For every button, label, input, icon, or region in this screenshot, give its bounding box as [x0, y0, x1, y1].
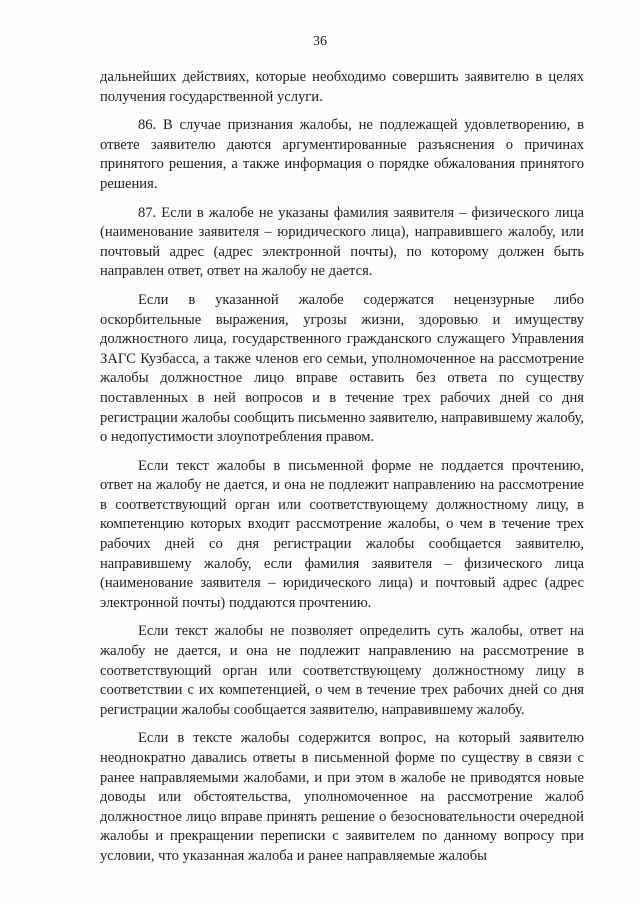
document-body: [100, 68, 584, 876]
paragraph-continuation: дальнейших действиях, которые необходимо совершить заявителю в целях получения государственной услуги.: [100, 69, 584, 105]
paragraph-unclear-essence: Если текст жалобы не позволяет определить суть жалобы, ответ на жалобу не дается, и она не подлежит направлению на рассмотрение в соответствующий орган или соответствующему должностному лицу в соответствии с их компетенцией, о чем в течение трех рабочих дней со дня регистрации жалобы сообщается заявителю, направившему жалобу.: [100, 623, 584, 718]
paragraph-87: 87. Если в жалобе не указаны фамилия заявителя – физического лица (наименование заявителя – юридического лица), направившего жалобу, или почтовый адрес (адрес электронной почты), по которому должен быть направлен ответ, ответ на жалобу не дается.: [100, 204, 584, 280]
paragraph-unreadable-text: Если текст жалобы в письменной форме не поддается прочтению, ответ на жалобу не дается, и она не подлежит направлению на рассмотрение в соответствующий орган или соответствующему должностному лицу, в компетенцию которых входит рассмотрение жалобы, о чем в течение трех рабочих дней со дня регистрации жалобы сообщается заявителю, направившему жалобу, если фамилия заявителя – физического лица (наименование заявителя – юридического лица) и почтовый адрес (адрес электронной почты) поддаются прочтению.: [100, 457, 584, 611]
paragraph-86: 86. В случае признания жалобы, не подлежащей удовлетворению, в ответе заявителю даются аргументированные разъяснения о причинах принятого решения, а также информация о порядке обжалования принятого решения.: [100, 117, 584, 192]
page-number: 36: [313, 34, 327, 49]
paragraph-obscene-content: Если в указанной жалобе содержатся нецензурные либо оскорбительные выражения, угрозы жизни, здоровью и имуществу должностного лица, государственного гражданского служащего Управления ЗАГС Кузбасса, а также членов его семьи, уполномоченное на рассмотрение жалобы должностное лицо вправе оставить без ответа по существу поставленных в ней вопросов и в течение трех рабочих дней со дня регистрации жалобы сообщить письменно заявителю, направившему жалобу, о недопустимости злоупотребления правом.: [100, 291, 584, 446]
paragraph-repeated-question: Если в тексте жалобы содержится вопрос, на который заявителю неоднократно давались ответы в письменной форме по существу в связи с ранее направляемыми жалобами, и при этом в жалобе не приводятся новые доводы или обстоятельства, уполномоченное на рассмотрение жалоб должностное лицо вправе принять решение о безосновательности очередной жалобы и прекращении переписки с заявителем по данному вопросу при условии, что указанная жалоба и ранее направляемые жалобы: [100, 730, 584, 864]
